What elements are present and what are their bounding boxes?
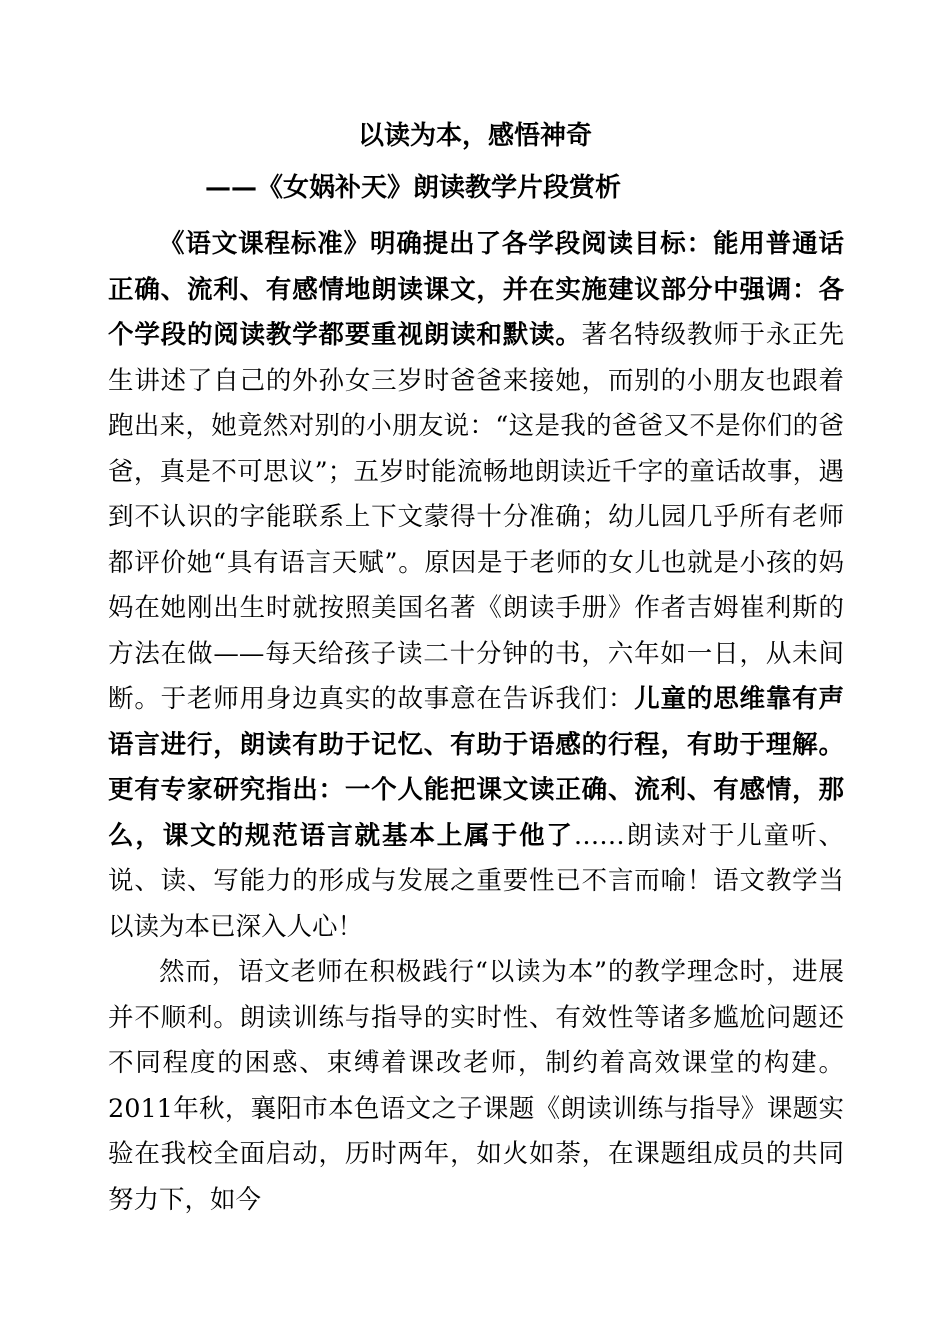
- text-run: 儿童的思维靠有声语言进行，朗读有助于记忆、有助于语感的行程，有助于理解。更有专家研究指出：一个人能把课文读正确、流利、有感情，那么，课文的规范语言就基本上属于他了: [108, 684, 844, 851]
- document-title: 以读为本，感悟神奇: [357, 121, 592, 151]
- paragraph-1: [108, 222, 844, 950]
- document-body: [108, 222, 844, 1223]
- paragraph-2: [108, 950, 844, 1223]
- text-run: ……朗读对于儿童听、说、读、写能力的形成与发展之重要性已不言而喻！语文教学当以读为本已深入人心！: [108, 820, 844, 942]
- text-run: 《语文课程标准》明确提出了各学段阅读目标：能用普通话正确、流利、有感情地朗读课文，并在实施建议部分中强调：各个学段的阅读教学都要重视朗读和默读。: [108, 229, 844, 350]
- document-subtitle: ——《女娲补天》朗读教学片段赏析: [205, 173, 622, 203]
- text-run: 然而，语文老师在积极践行“以读为本”的教学理念时，进展并不顺利。朗读训练与指导的实时性、有效性等诸多尴尬问题还不同程度的困惑、束缚着课改老师，制约着高效课堂的构建。2011年秋，襄阳市本色语文之子课题《朗读训练与指导》课题实验在我校全面启动，历时两年，如火如荼，在课题组成员的共同努力下，如今: [108, 957, 844, 1215]
- text-run: 著名特级教师于永正先生讲述了自己的外孙女三岁时爸爸来接她，而别的小朋友也跟着跑出来，她竟然对别的小朋友说：“这是我的爸爸又不是你们的爸爸，真是不可思议”；五岁时能流畅地朗读近千字的童话故事，遇到不认识的字能联系上下文蒙得十分准确；幼儿园几乎所有老师都评价她“具有语言天赋”。原因是于老师的女儿也就是小孩的妈妈在她刚出生时就按照美国名著《朗读手册》作者吉姆崔利斯的方法在做——每天给孩子读二十分钟的书，六年如一日，从未间断。于老师用身边真实的故事意在告诉我们：: [108, 320, 844, 714]
